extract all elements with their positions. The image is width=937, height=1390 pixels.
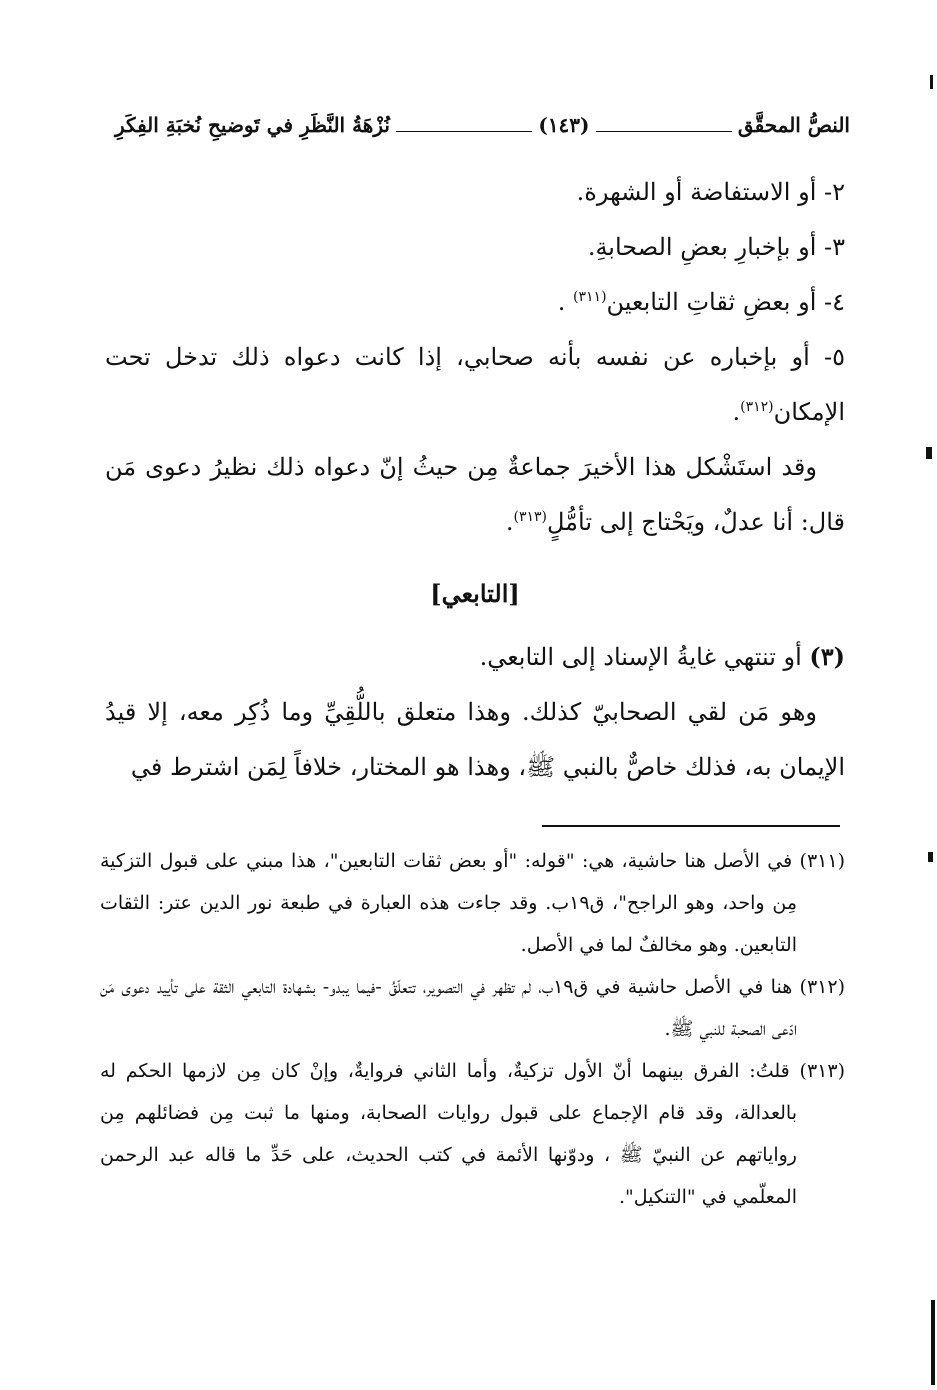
- footnote-311: (٣١١) في الأصل هنا حاشية، هي: "قوله: "أو بعض ثقات التابعين"، هذا مبني على قبول التزكية مِن واحد، وهو الراجح"، ق١٩ب. وقد جاءت هذه العبارة في طبعة نور الدين عتر: الثقات التابعين. وهو مخالفٌ لما في الأصل.: [100, 850, 845, 956]
- header-left-title: نُزْهَةُ النَّظَرِ في تَوضيحِ نُخبَةِ الفِكَرِ: [114, 113, 390, 137]
- footnote-ref-311[interactable]: (٣١١): [573, 289, 607, 305]
- footnote-separator: [542, 825, 840, 827]
- scan-mark: [928, 852, 933, 862]
- paragraph-tabii: (٣) أو تنتهي غايةُ الإسناد إلى التابعي.: [479, 642, 845, 671]
- list-item-2: ٢- أو الاستفاضة أو الشهرة.: [576, 178, 845, 206]
- list-item-4: ٤- أو بعضِ ثقاتِ التابعين$^{(٣١١)}$ .: [557, 288, 845, 316]
- page-number: (١٤٣): [538, 113, 590, 137]
- paragraph-number: (٣): [809, 642, 845, 671]
- header-rule-left: [396, 131, 532, 132]
- footnote-ref-313[interactable]: (٣١٣): [513, 509, 547, 525]
- list-item-5: ٥- أو بإخباره عن نفسه بأنه صحابي، إذا كانت دعواه ذلك تدخل تحت الإمكان$^{(٣١٢)}$.: [105, 343, 845, 426]
- footnote-313: (٣١٣) قلتُ: الفرق بينهما أنّ الأول تزكيةٌ، وأما الثاني فروايةٌ، وإنْ كان مِن لازمها الحكم له بالعدالة، وقد قام الإجماع على قبول روايات الصحابة، ومنها ما ثبت مِن فضائلهم مِن رواياتهم عن النبيّ ﷺ ، ودوّنها الأئمة في كتب الحديث، على حَدِّ ما قاله عبد الرحمن المعلّمي في "التنكيل".: [100, 1060, 845, 1208]
- header-right-title: النصُّ المحقَّق: [737, 113, 850, 137]
- header-rule-right: [596, 131, 732, 132]
- footnote-312: (٣١٢) هنا في الأصل حاشية في ق١٩ب، لم تظهر في التصوير، تتعلّقُ -فيما يبدو- بشهادة التابعي الثقة على تأييد دعوى مَن ادّعى الصحبة للنبي ﷺ.: [100, 976, 845, 1040]
- section-heading: [التابعي]: [430, 579, 520, 608]
- list-item-3: ٣- أو بإخبارِ بعضِ الصحابةِ.: [587, 233, 845, 261]
- footnote-number: (٣١٢): [799, 976, 845, 998]
- footnotes: [100, 840, 845, 1218]
- footnote-number: (٣١١): [799, 850, 845, 872]
- paragraph-objection: وقد استَشْكل هذا الأخيرَ جماعةٌ مِن حيثُ إنّ دعواه ذلك نظيرُ دعوى مَن قال: أنا عدلٌ، ويَحْتاج إلى تأمُّلٍ$^{(٣١٣)}$.: [105, 453, 845, 536]
- main-text: [105, 165, 845, 795]
- scan-mark: [931, 1300, 935, 1385]
- footnote-number: (٣١٣): [799, 1060, 845, 1082]
- scan-mark: [930, 75, 933, 89]
- running-header: [115, 105, 850, 145]
- scan-mark: [926, 447, 932, 459]
- footnote-ref-312[interactable]: (٣١٢): [740, 399, 774, 415]
- paragraph-definition: وهو مَن لقي الصحابيّ كذلك. وهذا متعلق باللُّقِيِّ وما ذُكِر معه، إلا قيدُ الإيمان به، فذلك خاصٌّ بالنبي ﷺ، وهذا هو المختار، خلافاً لِمَن اشترط في: [105, 698, 845, 781]
